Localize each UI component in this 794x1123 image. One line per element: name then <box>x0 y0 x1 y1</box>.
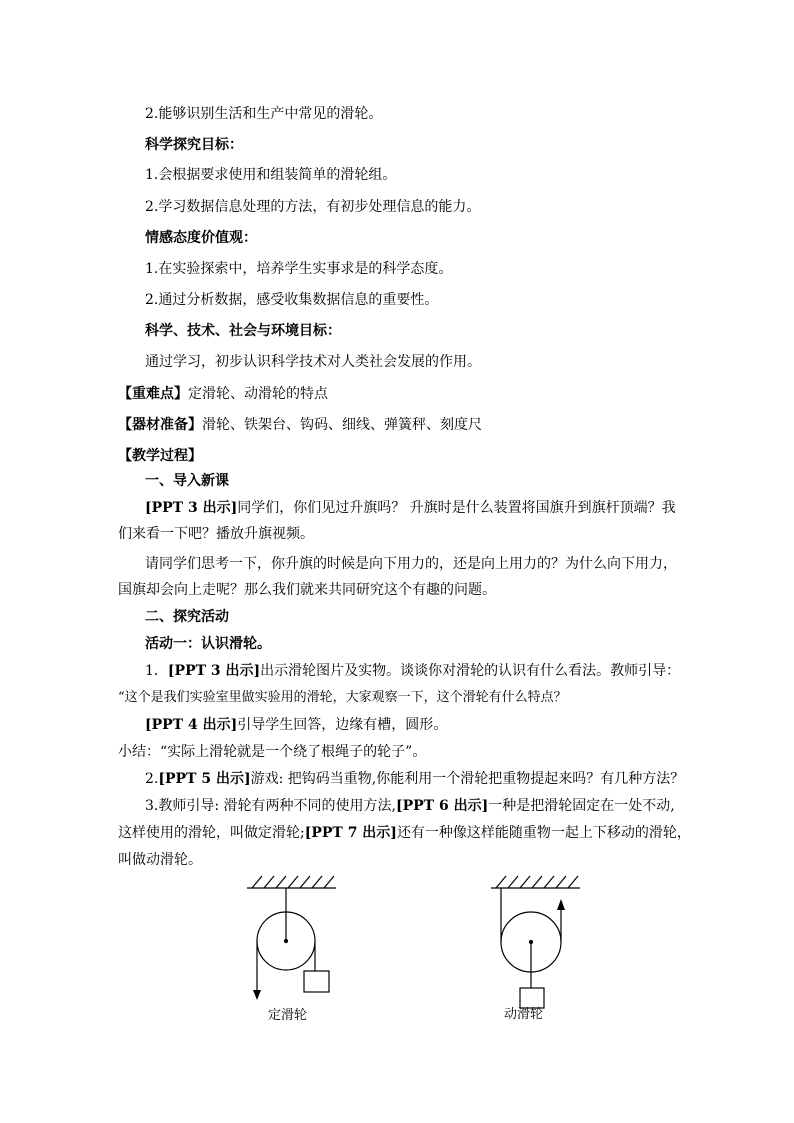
ppt-tag: [PPT 5 出示] <box>158 771 251 787</box>
up-arrow <box>557 899 565 910</box>
ceiling-hatch <box>252 876 334 888</box>
attitude-goal-2: 2.通过分析数据，感受收集数据信息的重要性。 <box>145 292 439 308</box>
key-points-text: 定滑轮、动滑轮的特点 <box>188 386 328 402</box>
item-text: 还有一种像这样能随重物一起上下移动的滑轮， <box>396 825 691 841</box>
item-text: 一种是把滑轮固定在一处不动, <box>488 798 675 814</box>
intro-paragraph-line-2: 们来看一下吧？播放升旗视频。 <box>118 526 314 542</box>
item-number: 2. <box>145 771 159 787</box>
intro-text: 同学们，你们见过升旗吗？ 升旗时是什么装置将国旗升到旗杆顶端？我 <box>237 500 676 516</box>
activity-1-heading: 活动一：认识滑轮。 <box>145 636 271 652</box>
process-heading: 【教学过程】 <box>118 448 202 464</box>
ceiling-hatch <box>496 876 578 888</box>
item-text: 这样使用的滑轮，叫做定滑轮; <box>118 825 305 841</box>
item-text: 游戏: 把钩码当重物,你能利用一个滑轮把重物提起来吗？有几种方法？ <box>250 771 685 787</box>
ppt-tag: [PPT 3 出示] <box>145 500 238 516</box>
item-1-line-2: “这个是我们实验室里做实验用的滑轮，大家观察一下，这个滑轮有什么特点？ <box>118 690 567 705</box>
movable-pulley <box>491 876 580 1008</box>
inquiry-goal-2: 2.学习数据信息处理的方法，有初步处理信息的能力。 <box>145 199 481 215</box>
section-activity-heading: 二、探究活动 <box>145 609 229 625</box>
movable-pulley-caption: 动滑轮 <box>504 1007 544 1022</box>
ppt-tag: [PPT 6 出示] <box>395 798 489 814</box>
think-paragraph-line-1: 请同学们思考一下，你升旗的时候是向下用力的，还是向上用力的？为什么向下用力， <box>145 556 677 572</box>
fixed-load-box <box>304 971 329 992</box>
section-intro-heading: 一、导入新课 <box>145 473 229 489</box>
science-inquiry-heading: 科学探究目标： <box>145 137 243 153</box>
think-paragraph-line-2: 国旗却会向上走呢？那么我们就来共同研究这个有趣的问题。 <box>118 582 496 598</box>
key-points-label: 【重难点】 <box>118 386 188 402</box>
fixed-pulley-axle <box>285 940 288 943</box>
fixed-pulley-caption: 定滑轮 <box>268 1008 308 1023</box>
item-3-line-3: 叫做动滑轮。 <box>118 852 202 868</box>
down-arrow <box>253 990 261 1000</box>
item-number: 1． <box>145 663 168 679</box>
ppt-tag: [PPT 4 出示] <box>145 717 238 733</box>
item-text: 3.教师引导: 滑轮有两种不同的使用方法, <box>145 798 396 814</box>
inquiry-goal-1: 1.会根据要求使用和组装简单的滑轮组。 <box>145 167 397 183</box>
ppt-tag: [PPT 7 出示] <box>304 825 397 841</box>
fixed-pulley <box>247 876 336 1000</box>
item-text: 出示滑轮图片及实物。谈谈你对滑轮的认识有什么看法。教师引导： <box>260 663 681 679</box>
attitude-heading: 情感态度价值观： <box>145 230 257 246</box>
knowledge-goal-2: 2.能够识别生活和生产中常见的滑轮。 <box>145 106 383 122</box>
equipment-label: 【器材准备】 <box>118 417 202 433</box>
attitude-goal-1: 1.在实验探索中，培养学生实事求是的科学态度。 <box>145 261 453 277</box>
ppt-tag: [PPT 3 出示] <box>167 663 261 679</box>
equipment-text: 滑轮、铁架台、钩码、细线、弹簧秤、刻度尺 <box>202 417 482 433</box>
item-text: 引导学生回答，边缘有槽，圆形。 <box>237 717 448 733</box>
sts-heading: 科学、技术、社会与环境目标： <box>145 323 341 339</box>
sts-goal: 通过学习，初步认识科学技术对人类社会发展的作用。 <box>145 354 481 370</box>
summary-line: 小结：“实际上滑轮就是一个绕了根绳子的轮子”。 <box>118 744 427 760</box>
